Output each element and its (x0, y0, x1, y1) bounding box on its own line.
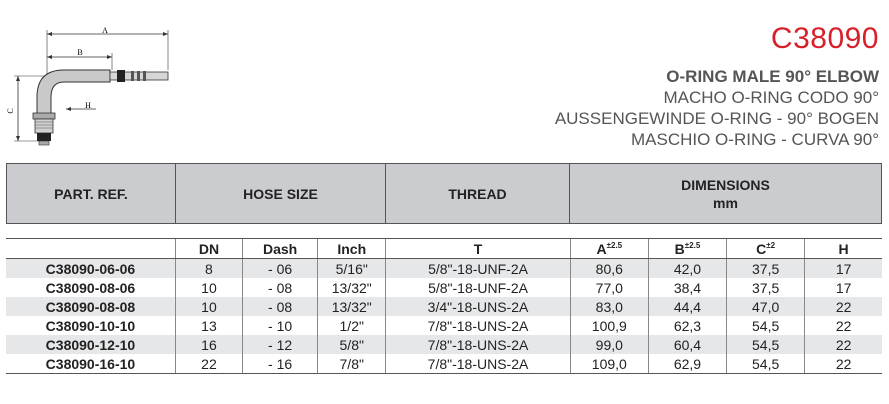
cell-h: 22 (805, 297, 882, 316)
cell-ref: C38090-10-10 (6, 316, 175, 335)
dimensions-unit: mm (713, 194, 738, 211)
cell-dn: 13 (175, 316, 242, 335)
cell-ref: C38090-12-10 (6, 335, 175, 354)
col-b: $B^{\pm 2.5}$ (648, 239, 726, 259)
title-italian: MASCHIO O-RING - CURVA 90° (631, 130, 879, 149)
cell-dash: - 08 (243, 297, 318, 316)
col-thread: T (386, 239, 570, 259)
cell-ref: C38090-08-08 (6, 297, 175, 316)
col-b-tolerance: ±2.5 (684, 240, 701, 250)
cell-thread: 7/8"-18-UNS-2A (386, 354, 570, 374)
table-row (6, 354, 882, 374)
cell-inch: 13/32" (318, 278, 386, 297)
col-inch: Inch (318, 239, 386, 259)
column-header-row (6, 239, 882, 259)
cell-c: 54,5 (727, 354, 805, 374)
header-hose-size: HOSE SIZE (176, 164, 386, 223)
cell-thread: 5/8"-18-UNF-2A (386, 259, 570, 279)
table-row (6, 316, 882, 335)
cell-thread: 3/4"-18-UNS-2A (386, 297, 570, 316)
product-code: C38090 (770, 22, 879, 55)
cell-h: 17 (805, 259, 882, 279)
cell-c: 54,5 (727, 335, 805, 354)
cell-c: 47,0 (727, 297, 805, 316)
dim-c-label: C (6, 108, 15, 114)
title-german: AUSSENGEWINDE O-RING - 90° BOGEN (554, 109, 879, 128)
col-dash: Dash (243, 239, 318, 259)
cell-b: 62,3 (648, 316, 726, 335)
cell-dash: - 12 (243, 335, 318, 354)
cell-b: 44,4 (648, 297, 726, 316)
cell-dn: 10 (175, 297, 242, 316)
header-thread: THREAD (386, 164, 570, 223)
cell-ref: C38090-06-06 (6, 259, 175, 279)
title-english: O-RING MALE 90° ELBOW (666, 67, 879, 86)
col-a: $A^{\pm 2.5}$ (570, 239, 648, 259)
cell-c: 37,5 (727, 278, 805, 297)
cell-dash: - 16 (243, 354, 318, 374)
cell-dash: - 06 (243, 259, 318, 279)
col-c: $C^{\pm 2}$ (727, 239, 805, 259)
table-header-band (6, 163, 882, 224)
cell-b: 42,0 (648, 259, 726, 279)
cell-h: 22 (805, 335, 882, 354)
product-titles (555, 66, 879, 150)
table-row (6, 335, 882, 354)
cell-inch: 5/16" (318, 259, 386, 279)
cell-dn: 16 (175, 335, 242, 354)
col-h: H (805, 239, 882, 259)
cell-a: 100,9 (570, 316, 648, 335)
col-a-tolerance: ±2.5 (606, 240, 623, 250)
cell-dn: 10 (175, 278, 242, 297)
table-row (6, 278, 882, 297)
parts-table (6, 238, 882, 374)
cell-dn: 8 (175, 259, 242, 279)
col-c-tolerance: ±2 (766, 240, 776, 250)
title-spanish: MACHO O-RING CODO 90° (663, 88, 879, 107)
cell-a: 109,0 (570, 354, 648, 374)
col-dn: DN (175, 239, 242, 259)
cell-inch: 13/32" (318, 297, 386, 316)
cell-h: 17 (805, 278, 882, 297)
cell-b: 38,4 (648, 278, 726, 297)
dimensions-label: DIMENSIONS (681, 176, 770, 193)
header-dimensions (570, 164, 881, 223)
table-row (6, 259, 882, 279)
cell-a: 83,0 (570, 297, 648, 316)
cell-b: 60,4 (648, 335, 726, 354)
cell-dn: 22 (175, 354, 242, 374)
cell-h: 22 (805, 354, 882, 374)
cell-h: 22 (805, 316, 882, 335)
dim-h-label: H (85, 101, 91, 110)
cell-a: 80,6 (570, 259, 648, 279)
header-part-ref: PART. REF. (7, 164, 176, 223)
cell-inch: 5/8" (318, 335, 386, 354)
cell-inch: 1/2" (318, 316, 386, 335)
cell-thread: 7/8"-18-UNS-2A (386, 335, 570, 354)
cell-thread: 7/8"-18-UNS-2A (386, 316, 570, 335)
cell-c: 37,5 (727, 259, 805, 279)
cell-a: 77,0 (570, 278, 648, 297)
cell-dash: - 08 (243, 278, 318, 297)
table-row (6, 297, 882, 316)
cell-b: 62,9 (648, 354, 726, 374)
dim-a-label: A (102, 26, 108, 35)
cell-inch: 7/8" (318, 354, 386, 374)
cell-thread: 5/8"-18-UNF-2A (386, 278, 570, 297)
dim-b-label: B (77, 48, 83, 57)
cell-ref: C38090-16-10 (6, 354, 175, 374)
cell-c: 54,5 (727, 316, 805, 335)
cell-a: 99,0 (570, 335, 648, 354)
cell-dash: - 10 (243, 316, 318, 335)
col-ref (6, 239, 175, 259)
cell-ref: C38090-08-06 (6, 278, 175, 297)
elbow-fitting-drawing (0, 25, 200, 155)
